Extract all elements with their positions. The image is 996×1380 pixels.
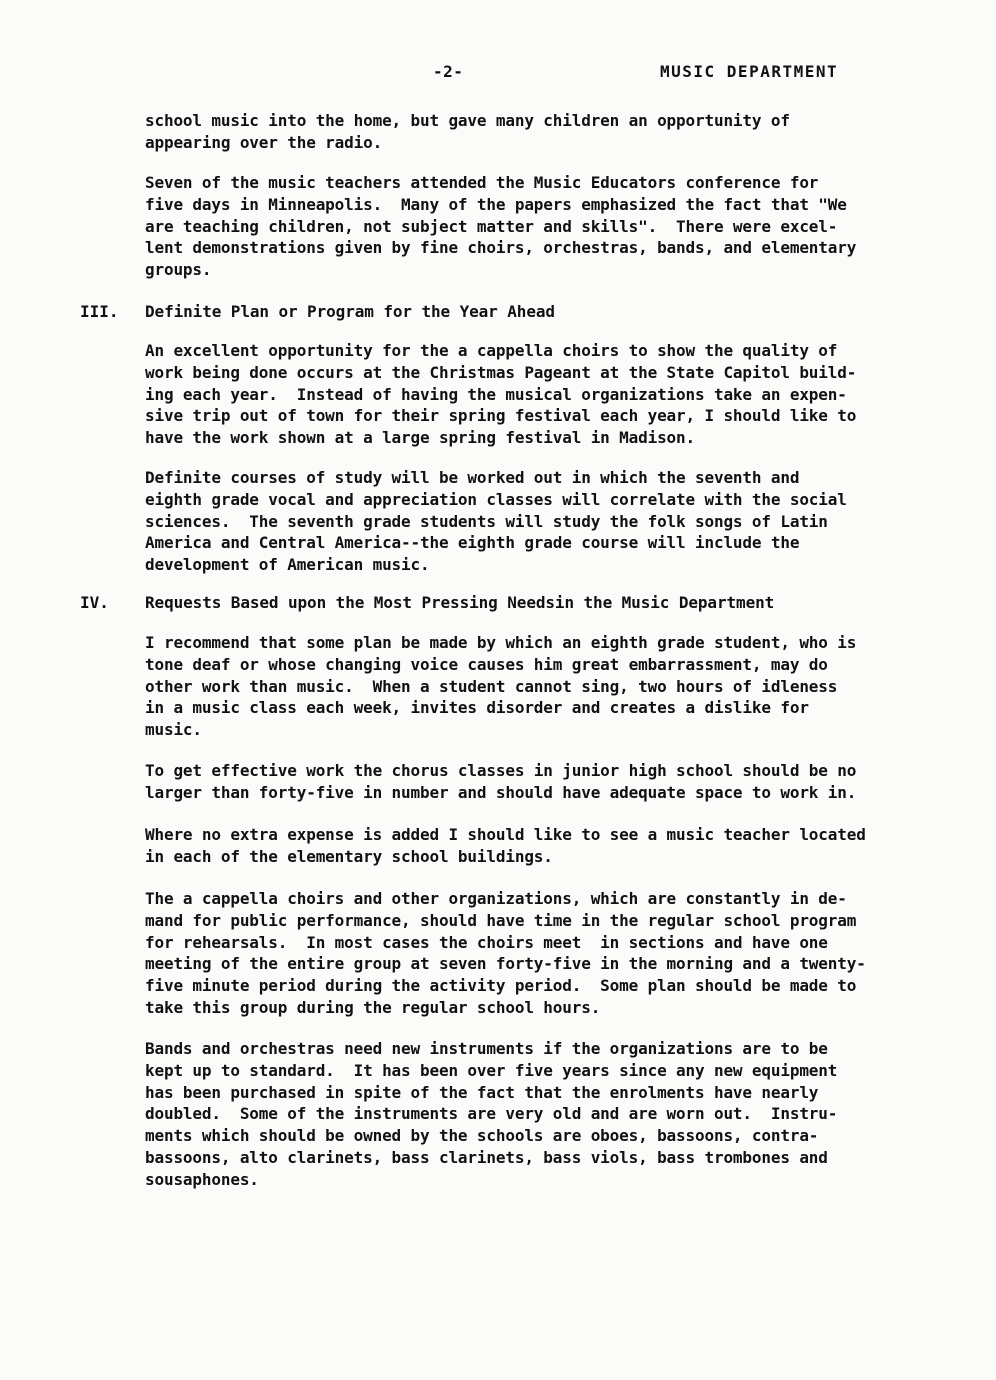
paragraph-rehearsals: The a cappella choirs and other organizations, which are constantly in de- mand for public performance, should have time in the regular school program for rehearsals. In most cases the choirs meet in sections and have one meeting of the entire group at seven forty-five in the morning and a twenty- five minute period during the activity period. Some plan should be made to take this group during the regular school hours. [145,889,866,1017]
section-number-iv: IV. [80,593,109,612]
paragraph-instruments: Bands and orchestras need new instruments if the organizations are to be kept up to standard. It has been over five years since any new equipment has been purchased in spite of the fact that the enrolments have nearly doubled. Some of the instruments are very old and are worn out. Instru- ments which should be owned by the schools are oboes, bassoons, contra- bassoons, alto clarinets, bass clarinets, bass viols, bass trombones and sousaphones. [145,1039,838,1189]
section-heading-plan: Definite Plan or Program for the Year Ahead [145,302,555,321]
page-number: -2- [433,62,464,81]
page-header [0,62,996,86]
paragraph-elementary-teacher: Where no extra expense is added I should like to see a music teacher located in each of the elementary school buildings. [145,825,866,866]
paragraph-courses-of-study: Definite courses of study will be worked out in which the seventh and eighth grade vocal and appreciation classes will correlate with the social sciences. The seventh grade students will study the folk songs of Latin America and Central America--the eighth grade course will include the development of American music. [145,468,847,575]
section-number-iii: III. [80,302,119,321]
paragraph-chorus-size: To get effective work the chorus classes in junior high school should be no larger than forty-five in number and should have adequate space to work in. [145,761,857,802]
paragraph-tone-deaf: I recommend that some plan be made by which an eighth grade student, who is tone deaf or whose changing voice causes him great embarrassment, may do other work than music. When a student cannot sing, two hours of idleness in a music class each week, invites disorder and creates a dislike for music. [145,633,857,740]
paragraph-radio: school music into the home, but gave many children an opportunity of appearing over the radio. [145,111,790,152]
paragraph-cappella-opportunity: An excellent opportunity for the a cappella choirs to show the quality of work being done occurs at the Christmas Pageant at the State Capitol build- ing each year. Instead of having the musical organizations take an expen- sive trip out of town for their spring festival each year, I should like to have the work shown at a large spring festival in Madison. [145,341,857,448]
department-header: MUSIC DEPARTMENT [660,62,839,81]
paragraph-conference: Seven of the music teachers attended the Music Educators conference for five days in Minneapolis. Many of the papers emphasized the fact that "We are teaching children, not subject matter and skills". There were excel- lent demonstrations given by fine choirs, orchestras, bands, and elementary groups. [145,173,857,280]
section-heading-requests: Requests Based upon the Most Pressing Needsin the Music Department [145,593,775,612]
